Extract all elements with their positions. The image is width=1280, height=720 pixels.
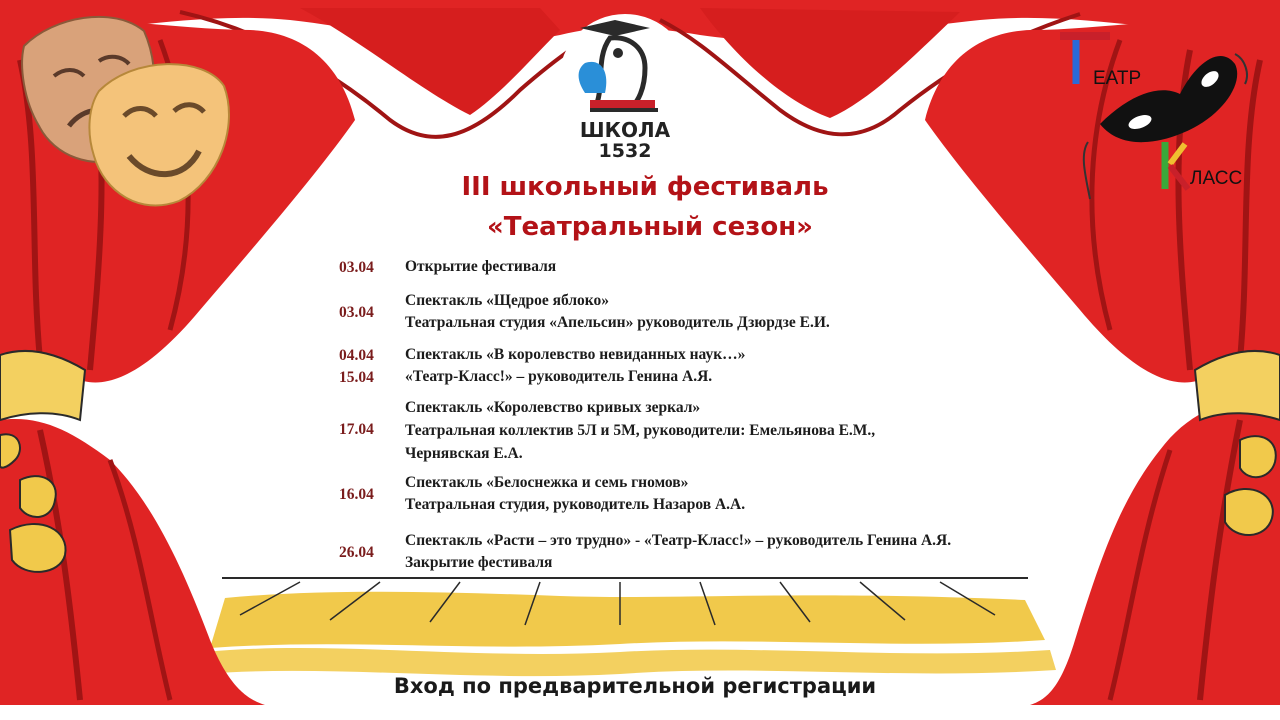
schedule-line: Спектакль «Щедрое яблоко» bbox=[405, 292, 610, 309]
festival-title-line1: III школьный фестиваль bbox=[461, 172, 829, 202]
schedule-line: Спектакль «Расти – это трудно» - «Театр-Класс!» – руководитель Генина А.Я. bbox=[405, 532, 952, 549]
schedule-line: «Театр-Класс!» – руководитель Генина А.Я. bbox=[405, 368, 713, 385]
school-logo-number: 1532 bbox=[598, 140, 652, 162]
schedule-line: Спектакль «Королевство кривых зеркал» bbox=[405, 399, 701, 416]
registration-note: Вход по предварительной регистрации bbox=[393, 674, 877, 698]
schedule-line: Театральная студия «Апельсин» руководитель Дзюрдзе Е.И. bbox=[405, 314, 830, 331]
schedule-line: Театральная коллектив 5Л и 5М, руководители: Емельянова Е.М., bbox=[405, 422, 876, 439]
schedule-line: Спектакль «В королевство невиданных наук…» bbox=[405, 346, 746, 363]
schedule-line: Чернявская Е.А. bbox=[405, 445, 523, 462]
schedule-date: 03.04 bbox=[339, 259, 374, 276]
schedule-date: 15.04 bbox=[339, 369, 374, 386]
klass-word: ЛАСС bbox=[1190, 168, 1243, 189]
schedule-date: 04.04 bbox=[339, 347, 374, 364]
schedule-line: Театральная студия, руководитель Назаров А.А. bbox=[405, 496, 746, 513]
schedule-date: 17.04 bbox=[339, 421, 374, 438]
schedule-date: 03.04 bbox=[339, 304, 374, 321]
festival-title-line2: «Театральный сезон» bbox=[487, 212, 813, 242]
theatre-masks-icon bbox=[14, 6, 239, 216]
teatr-word: ЕАТР bbox=[1093, 68, 1142, 89]
schedule-line: Закрытие фестиваля bbox=[405, 554, 553, 571]
schedule-date: 26.04 bbox=[339, 544, 374, 561]
schedule-line: Открытие фестиваля bbox=[405, 258, 557, 275]
schedule-date: 16.04 bbox=[339, 486, 374, 503]
school-logo-name: ШКОЛА bbox=[579, 118, 671, 142]
schedule-line: Спектакль «Белоснежка и семь гномов» bbox=[405, 474, 689, 491]
